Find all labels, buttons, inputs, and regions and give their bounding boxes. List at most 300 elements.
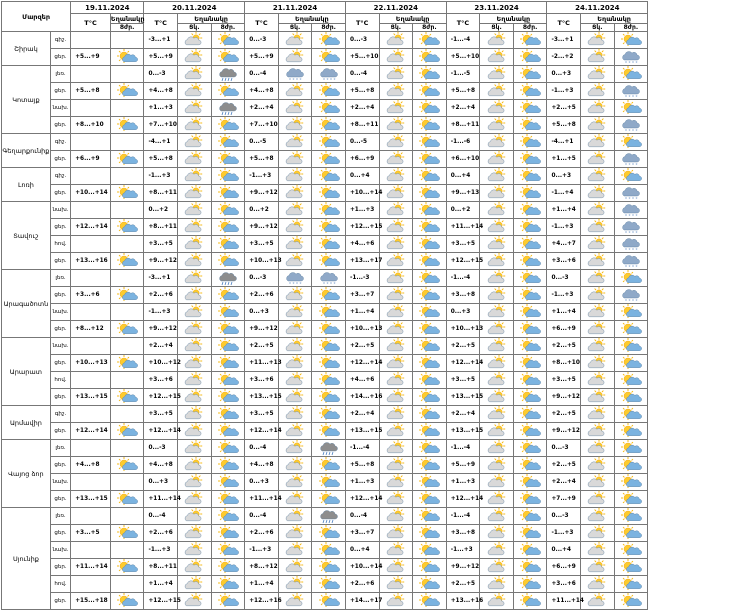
weather-cell (278, 508, 312, 525)
sun-cloud-icon (111, 253, 144, 269)
weather-cell (211, 474, 245, 491)
sun-cloud-icon (514, 338, 547, 354)
sun-cloud-icon (615, 576, 648, 592)
weather-cell (614, 406, 648, 423)
partly-cloudy-icon (178, 253, 211, 269)
partly-cloudy-icon (279, 168, 312, 184)
temperature-cell: +3...+5 (71, 525, 111, 542)
sun-cloud-icon (212, 525, 245, 541)
sun-cloud-icon (413, 253, 446, 269)
partly-cloudy-icon (279, 49, 312, 65)
partly-cloudy-icon (581, 287, 614, 303)
partly-cloudy-icon (178, 355, 211, 371)
partly-cloudy-icon (480, 372, 513, 388)
weather-cell (178, 83, 212, 100)
sun-cloud-icon (312, 423, 345, 439)
svg-text:*: * (635, 162, 638, 168)
sun-cloud-icon (615, 593, 648, 609)
temperature-cell (71, 236, 111, 253)
weather-cell (312, 474, 346, 491)
temperature-cell: +4...+7 (547, 236, 581, 253)
temperature-cell: +8...+12 (245, 559, 279, 576)
weather-cell (513, 32, 547, 49)
hour-subheader: 8ժր. (614, 24, 648, 32)
partly-cloudy-icon (178, 440, 211, 456)
weather-cell (581, 304, 615, 321)
weather-cell (413, 185, 447, 202)
temperature-cell: +13...+15 (446, 423, 480, 440)
temperature-cell: -1...-5 (446, 66, 480, 83)
partly-cloudy-icon (480, 508, 513, 524)
temperature-cell: +13...+15 (446, 389, 480, 406)
weather-cell (278, 576, 312, 593)
weather-cell (480, 457, 514, 474)
partly-cloudy-icon (480, 270, 513, 286)
sun-cloud-icon (212, 474, 245, 490)
svg-text:*: * (628, 60, 631, 66)
sun-cloud-icon (514, 491, 547, 507)
partly-cloudy-icon (279, 253, 312, 269)
svg-text:*: * (635, 247, 638, 253)
weather-cell (480, 32, 514, 49)
weather-cell (379, 389, 413, 406)
temperature-cell: 0...+3 (245, 304, 279, 321)
weather-cell (379, 151, 413, 168)
weather-cell (312, 372, 346, 389)
sun-cloud-icon (212, 202, 245, 218)
svg-text:*: * (631, 247, 634, 253)
temperature-cell (71, 542, 111, 559)
weather-cell (379, 134, 413, 151)
partly-cloudy-icon (178, 372, 211, 388)
weather-cell (178, 406, 212, 423)
temperature-cell (71, 32, 111, 49)
time-of-day-label: նախ. (50, 100, 70, 117)
weather-cell (513, 474, 547, 491)
temperature-cell: +9...+12 (547, 389, 581, 406)
weather-cell (278, 406, 312, 423)
partly-cloudy-icon (178, 134, 211, 150)
partly-cloudy-icon (178, 491, 211, 507)
svg-text:*: * (631, 196, 634, 202)
svg-text:*: * (628, 196, 631, 202)
weather-cell (278, 304, 312, 321)
sun-cloud-icon (312, 542, 345, 558)
weather-cell (178, 559, 212, 576)
weather-cell (312, 389, 346, 406)
weather-cell (278, 440, 312, 457)
partly-cloudy-icon (279, 508, 312, 524)
weather-cell (278, 287, 312, 304)
sun-cloud-icon (111, 219, 144, 235)
partly-cloudy-icon (380, 236, 413, 252)
weather-cell (480, 440, 514, 457)
temp-header: T°C (547, 14, 581, 32)
table-row (2, 576, 749, 593)
temperature-cell (71, 372, 111, 389)
weather-cell (211, 559, 245, 576)
weather-cell (513, 321, 547, 338)
weather-cell (278, 457, 312, 474)
weather-cell (614, 542, 648, 559)
partly-cloudy-icon (380, 525, 413, 541)
partly-cloudy-icon (279, 287, 312, 303)
temperature-cell: 0...-4 (245, 508, 279, 525)
weather-cell (480, 525, 514, 542)
weather-cell (278, 542, 312, 559)
temperature-cell: +13...+16 (71, 253, 111, 270)
weather-cell (480, 100, 514, 117)
weather-cell (614, 525, 648, 542)
temperature-cell: +12...+14 (446, 491, 480, 508)
temperature-cell: +10...+14 (345, 185, 379, 202)
partly-cloudy-icon (480, 474, 513, 490)
weather-cell (312, 32, 346, 49)
sun-cloud-icon (111, 457, 144, 473)
partly-cloudy-icon (279, 100, 312, 116)
svg-text:*: * (326, 281, 329, 287)
time-of-day-label: ցեր. (50, 49, 70, 66)
sun-cloud-icon (615, 389, 648, 405)
weather-cell (178, 168, 212, 185)
weather-cell (312, 134, 346, 151)
temperature-cell: +12...+15 (446, 253, 480, 270)
partly-cloudy-icon (279, 542, 312, 558)
weather-cell (413, 236, 447, 253)
svg-text:*: * (322, 281, 325, 287)
svg-text:*: * (329, 281, 332, 287)
sun-cloud-icon (111, 321, 144, 337)
table-row (2, 32, 749, 49)
weather-cell (379, 117, 413, 134)
temperature-cell: +5...+8 (345, 457, 379, 474)
sun-cloud-icon (212, 83, 245, 99)
snow-cloud-icon (615, 287, 648, 303)
weather-cell (110, 389, 144, 406)
weather-cell (614, 32, 648, 49)
svg-text:*: * (635, 230, 638, 236)
weather-cell (211, 49, 245, 66)
weather-cell (379, 321, 413, 338)
rain-cloud-icon (312, 440, 345, 456)
weather-cell (178, 236, 212, 253)
svg-text:*: * (635, 128, 638, 134)
table-row (2, 525, 749, 542)
temperature-cell: 0...-3 (345, 32, 379, 49)
weather-cell (413, 338, 447, 355)
sun-cloud-icon (212, 134, 245, 150)
weather-cell (581, 355, 615, 372)
region-name: Արագածոտն (2, 270, 51, 338)
time-of-day-label: լեռ. (50, 270, 70, 287)
weather-cell (178, 525, 212, 542)
sun-cloud-icon (514, 287, 547, 303)
sun-cloud-icon (312, 406, 345, 422)
partly-cloudy-icon (380, 593, 413, 609)
table-row (2, 202, 749, 219)
temperature-cell: +15...+18 (71, 593, 111, 610)
weather-cell (581, 236, 615, 253)
partly-cloudy-icon (178, 406, 211, 422)
sun-cloud-icon (615, 355, 648, 371)
weather-cell (480, 151, 514, 168)
sun-cloud-icon (615, 491, 648, 507)
sun-cloud-icon (514, 253, 547, 269)
weather-cell (513, 440, 547, 457)
weather-cell (312, 168, 346, 185)
weather-header: Եղանակը (278, 14, 345, 24)
partly-cloudy-icon (581, 423, 614, 439)
weather-cell (110, 49, 144, 66)
partly-cloudy-icon (581, 372, 614, 388)
temperature-cell: 0...-3 (547, 270, 581, 287)
sun-cloud-icon (212, 440, 245, 456)
day-subheader: Ցկ. (581, 24, 615, 32)
partly-cloudy-icon (279, 202, 312, 218)
weather-cell (178, 576, 212, 593)
partly-cloudy-icon (480, 49, 513, 65)
partly-cloudy-icon (178, 287, 211, 303)
weather-cell (211, 542, 245, 559)
partly-cloudy-icon (178, 593, 211, 609)
temperature-cell: -3...+1 (144, 32, 178, 49)
partly-cloudy-icon (581, 49, 614, 65)
svg-text:*: * (624, 298, 627, 304)
weather-cell (513, 100, 547, 117)
weather-cell (211, 287, 245, 304)
weather-cell (110, 355, 144, 372)
weather-cell (614, 389, 648, 406)
partly-cloudy-icon (581, 525, 614, 541)
svg-text:*: * (322, 77, 325, 83)
sun-cloud-icon (111, 185, 144, 201)
sun-cloud-icon (312, 151, 345, 167)
partly-cloudy-icon (380, 457, 413, 473)
weather-cell (278, 185, 312, 202)
svg-text:*: * (631, 162, 634, 168)
weather-cell (379, 338, 413, 355)
sun-cloud-icon (514, 304, 547, 320)
svg-text:*: * (631, 60, 634, 66)
partly-cloudy-icon (279, 117, 312, 133)
temperature-cell: +3...+5 (547, 372, 581, 389)
weather-cell (614, 355, 648, 372)
partly-cloudy-icon (178, 236, 211, 252)
weather-cell (211, 491, 245, 508)
partly-cloudy-icon (178, 168, 211, 184)
sun-cloud-icon (514, 406, 547, 422)
temperature-cell: +2...+4 (144, 338, 178, 355)
weather-cell (581, 423, 615, 440)
weather-cell (614, 66, 648, 83)
temperature-cell: +3...+5 (144, 236, 178, 253)
partly-cloudy-icon (581, 236, 614, 252)
sun-cloud-icon (212, 32, 245, 48)
partly-cloudy-icon (480, 576, 513, 592)
temperature-cell: +2...+4 (446, 406, 480, 423)
weather-cell (614, 49, 648, 66)
temperature-cell: +10...+14 (345, 559, 379, 576)
weather-cell (480, 338, 514, 355)
temperature-cell: +8...+11 (345, 117, 379, 134)
weather-cell (513, 338, 547, 355)
sun-cloud-icon (615, 32, 648, 48)
weather-cell (312, 100, 346, 117)
temperature-cell: -1...+4 (547, 185, 581, 202)
weather-header: Եղանակը (178, 14, 245, 24)
weather-cell (110, 593, 144, 610)
weather-cell (178, 134, 212, 151)
weather-cell (513, 457, 547, 474)
weather-cell (211, 100, 245, 117)
weather-cell (110, 542, 144, 559)
weather-cell (513, 576, 547, 593)
temperature-cell: +1...+4 (144, 576, 178, 593)
sun-cloud-icon (514, 576, 547, 592)
weather-cell (513, 525, 547, 542)
weather-cell (480, 559, 514, 576)
weather-cell (513, 253, 547, 270)
sun-cloud-icon (312, 287, 345, 303)
temperature-cell: +2...+5 (245, 338, 279, 355)
weather-cell (413, 83, 447, 100)
temperature-cell: +11...+14 (71, 559, 111, 576)
partly-cloudy-icon (279, 236, 312, 252)
weather-cell (278, 219, 312, 236)
weather-cell (278, 83, 312, 100)
weather-cell (614, 457, 648, 474)
weather-cell (513, 202, 547, 219)
rain-cloud-icon (212, 66, 245, 82)
time-of-day-label: ցեր. (50, 287, 70, 304)
temperature-cell: +2...+4 (245, 100, 279, 117)
sun-cloud-icon (312, 236, 345, 252)
partly-cloudy-icon (279, 559, 312, 575)
region-name: Շիրակ (2, 32, 51, 66)
weather-cell (312, 49, 346, 66)
weather-cell (110, 338, 144, 355)
svg-text:*: * (624, 60, 627, 66)
svg-text:*: * (631, 128, 634, 134)
weather-cell (480, 66, 514, 83)
sun-cloud-icon (514, 32, 547, 48)
sun-cloud-icon (615, 134, 648, 150)
time-of-day-label: ցեր. (50, 117, 70, 134)
weather-cell (413, 49, 447, 66)
weather-cell (581, 270, 615, 287)
partly-cloudy-icon (581, 32, 614, 48)
sun-cloud-icon (413, 117, 446, 133)
temperature-cell: +5...+8 (446, 83, 480, 100)
table-row (2, 304, 749, 321)
partly-cloudy-icon (279, 372, 312, 388)
weather-cell (614, 117, 648, 134)
time-of-day-label: հով. (50, 236, 70, 253)
weather-cell (110, 202, 144, 219)
sun-cloud-icon (212, 338, 245, 354)
weather-cell (513, 559, 547, 576)
snow-cloud-icon (615, 151, 648, 167)
weather-cell (480, 372, 514, 389)
partly-cloudy-icon (380, 542, 413, 558)
weather-cell (480, 304, 514, 321)
weather-cell (278, 321, 312, 338)
weather-cell (379, 270, 413, 287)
temperature-cell: +8...+11 (144, 219, 178, 236)
temperature-cell: +2...+5 (547, 100, 581, 117)
partly-cloudy-icon (480, 66, 513, 82)
temperature-cell: -1...-6 (446, 134, 480, 151)
weather-cell (379, 508, 413, 525)
weather-cell (379, 49, 413, 66)
temperature-cell: +2...+5 (446, 576, 480, 593)
partly-cloudy-icon (480, 321, 513, 337)
time-of-day-label: լեռ. (50, 66, 70, 83)
table-row (2, 321, 749, 338)
partly-cloudy-icon (480, 236, 513, 252)
table-row (2, 474, 749, 491)
date-header: 21.11.2024 (245, 2, 346, 14)
table-row (2, 168, 749, 185)
weather-cell (178, 304, 212, 321)
weather-cell (513, 83, 547, 100)
svg-text:*: * (624, 230, 627, 236)
temperature-cell (71, 134, 111, 151)
temperature-cell: +5...+8 (71, 83, 111, 100)
temperature-cell: +13...+15 (71, 389, 111, 406)
date-header: 19.11.2024 (71, 2, 144, 14)
sun-cloud-icon (413, 457, 446, 473)
sun-cloud-icon (212, 423, 245, 439)
time-of-day-label: նախ. (50, 542, 70, 559)
temperature-cell: +14...+17 (345, 593, 379, 610)
partly-cloudy-icon (380, 338, 413, 354)
temperature-cell: 0...+2 (446, 202, 480, 219)
weather-cell (110, 185, 144, 202)
temperature-cell: 0...+3 (446, 304, 480, 321)
weather-cell (581, 117, 615, 134)
table-row (2, 423, 749, 440)
svg-text:*: * (329, 77, 332, 83)
temperature-cell: +5...+8 (144, 151, 178, 168)
temperature-cell: 0...+4 (345, 542, 379, 559)
weather-cell (614, 321, 648, 338)
rain-cloud-icon (312, 508, 345, 524)
partly-cloudy-icon (581, 304, 614, 320)
temp-header: T°C (446, 14, 480, 32)
weather-cell (614, 236, 648, 253)
svg-text:*: * (631, 213, 634, 219)
weather-cell (379, 542, 413, 559)
weather-cell (614, 423, 648, 440)
weather-cell (211, 66, 245, 83)
weather-cell (110, 270, 144, 287)
weather-cell (480, 576, 514, 593)
sun-cloud-icon (212, 508, 245, 524)
partly-cloudy-icon (178, 474, 211, 490)
sun-cloud-icon (212, 457, 245, 473)
temperature-cell: +4...+8 (144, 83, 178, 100)
table-row (2, 219, 749, 236)
partly-cloudy-icon (178, 66, 211, 82)
weather-cell (581, 219, 615, 236)
weather-cell (480, 253, 514, 270)
weather-cell (480, 49, 514, 66)
weather-cell (110, 32, 144, 49)
temperature-cell (71, 576, 111, 593)
sun-cloud-icon (615, 304, 648, 320)
weather-cell (581, 440, 615, 457)
